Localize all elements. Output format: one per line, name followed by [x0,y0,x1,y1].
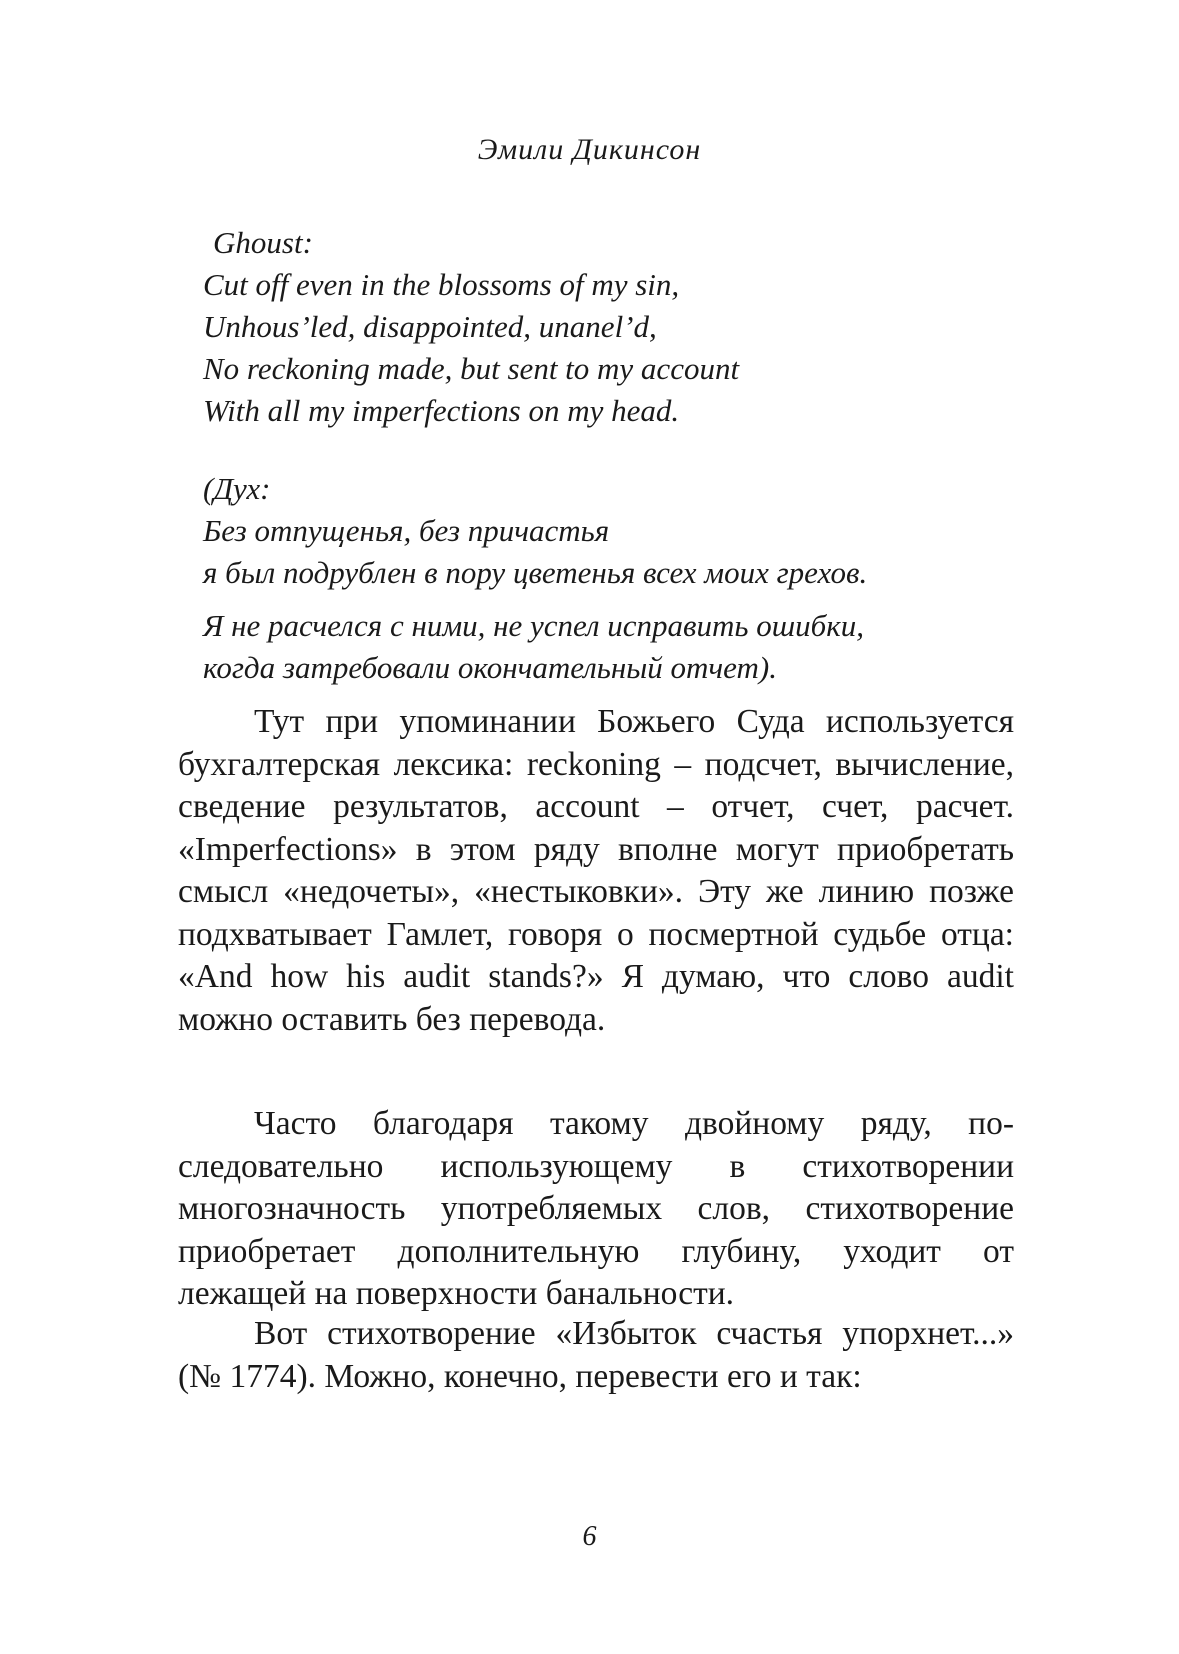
body-paragraph-2 [178,1103,1014,1316]
verse-line: With all my imperfections on my head. [203,393,680,428]
verse-line: когда затребовали окончательный отчет). [203,650,777,685]
verse-line: Unhous’led, disappointed, unanel’d, [203,309,657,344]
paragraph-text: Вот стихотворение «Избыток счастья упорхнет...» (№ 1774). Можно, конечно, перевести его и так: [178,1315,1014,1395]
verse-line: Без отпущенья, без причастья [203,513,610,548]
verse-speaker: (Дух: [203,471,271,506]
verse-line: я был подрублен в пору цветенья всех моих грехов. [203,555,868,590]
verse-line: Cut off even in the blossoms of my sin, [203,267,680,302]
verse-line: Я не расчелся с ними, не успел исправить ошибки, [203,608,864,643]
russian-verse-translation-continued [203,605,1063,689]
body-paragraph-3 [178,1313,1014,1398]
body-paragraph-1 [178,701,1014,1041]
english-verse-quote [203,222,1063,432]
paragraph-text: Тут при упоминании Божьего Суда используется бухгалтерская лексика: reckoning – подсчет, вычисление, сведение результатов, account – отчет, счет, расчет. «Imperfections» в этом ряду вполне могут приобретать смысл «недочеты», «нестыковки». Эту же линию позже подхватывает Гамлет, говоря о посмертной судьбе отца: «And how his audit stands?» Я думаю, что слово audit можно оставить без перевода. [178,703,1014,1038]
page-number: 6 [582,1521,597,1552]
running-header: Эмили Дикинсон [477,133,702,166]
verse-line: No reckoning made, but sent to my account [203,351,740,386]
russian-verse-translation [203,468,1063,594]
paragraph-text: Часто благодаря такому двойному ряду, последовательно использующему в стихотворении многозначность употребляемых слов, стихотворение приобретает дополнительную глубину, уходит от лежащей на поверхности банальности. [178,1105,1014,1312]
verse-speaker: Ghoust: [213,225,313,260]
